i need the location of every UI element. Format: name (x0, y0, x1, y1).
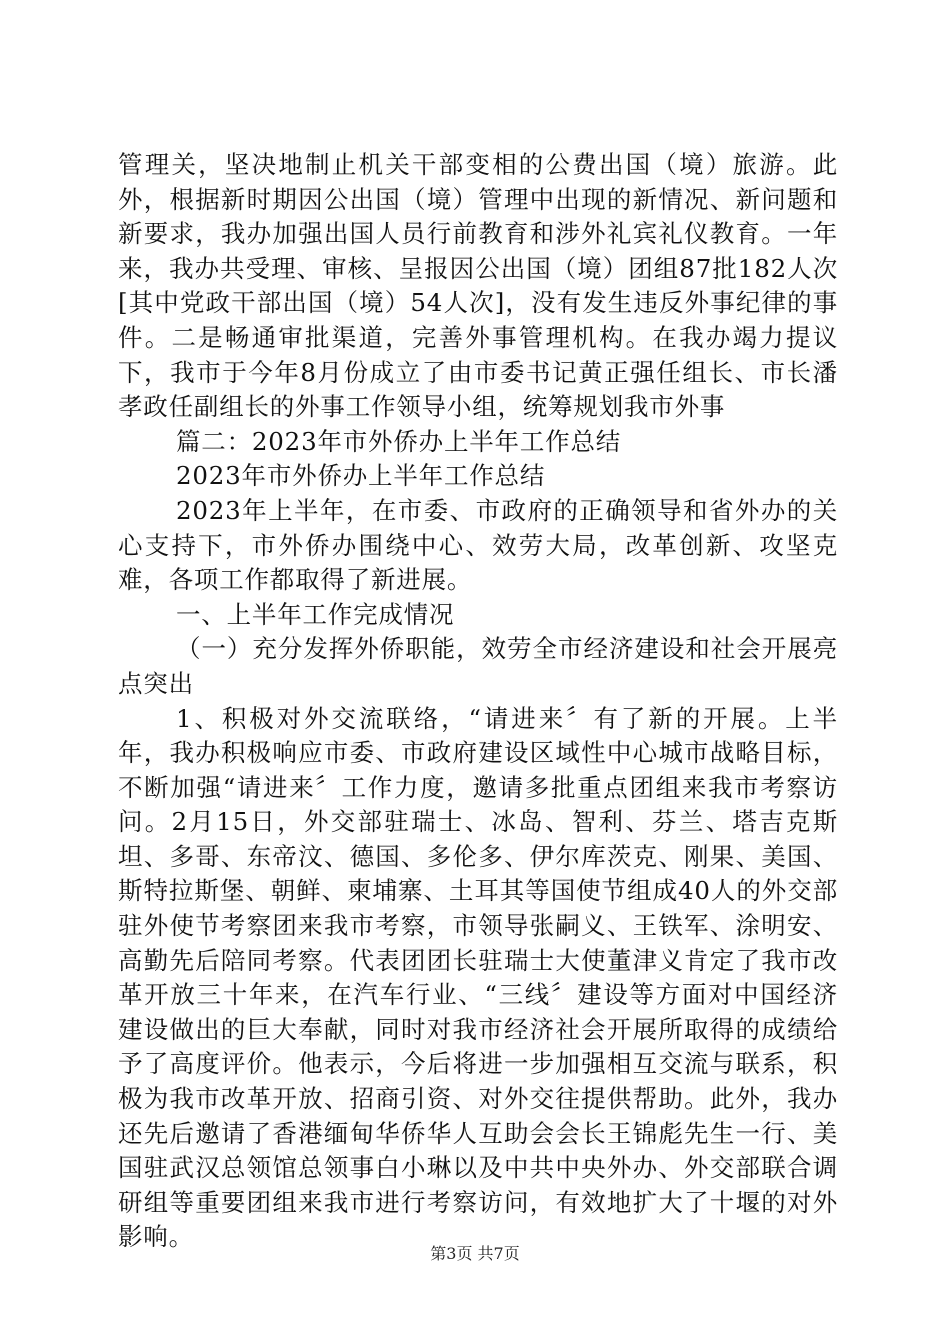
paragraph-continued: 管理关，坚决地制止机关干部变相的公费出国（境）旅游。此外，根据新时期因公出国（境）管理中出现的新情况、新问题和新要求，我办加强出国人员行前教育和涉外礼宾礼仪教育。一年来，我办共受理、审核、呈报因公出国（境）团组87批182人次[其中党政干部出国（境）54人次]，没有发生违反外事纪律的事件。二是畅通审批渠道，完善外事管理机构。在我办竭力提议下，我市于今年8月份成立了由市委书记黄正强任组长、市长潘孝政任副组长的外事工作领导小组，统筹规划我市外事 (118, 150, 838, 422)
page-number-footer: 第3页 共7页 (430, 1244, 520, 1263)
paragraph-intro: 2023年上半年，在市委、市政府的正确领导和省外办的关心支持下，市外侨办围绕中心、效劳大局，改革创新、攻坚克难，各项工作都取得了新进展。 (118, 495, 838, 595)
document-title: 2023年市外侨办上半年工作总结 (176, 461, 546, 491)
subsection-heading: （一）充分发挥外侨职能，效劳全市经济建设和社会开展亮点突出 (118, 634, 838, 698)
document-body (118, 148, 838, 1255)
section-heading-part-two: 篇二：2023年市外侨办上半年工作总结 (176, 426, 622, 456)
section-heading-one: 一、上半年工作完成情况 (176, 599, 455, 629)
paragraph-exchange: 1、积极对外交流联络，“请进来〞有了新的开展。上半年，我办积极响应市委、市政府建设区域性中心城市战略目标，不断加强“请进来〞工作力度，邀请多批重点团组来我市考察访问。2月15日，外交部驻瑞士、冰岛、智利、芬兰、塔吉克斯坦、多哥、东帝汶、德国、多伦多、伊尔库茨克、刚果、美国、斯特拉斯堡、朝鲜、柬埔寨、土耳其等国使节组成40人的外交部驻外使节考察团来我市考察，市领导张嗣义、王铁军、涂明安、高勤先后陪同考察。代表团团长驻瑞士大使董津义肯定了我市改革开放三十年来，在汽车行业、“三线〞建设等方面对中国经济建设做出的巨大奉献，同时对我市经济社会开展所取得的成绩给予了高度评价。他表示，今后将进一步加强相互交流与联系，积极为我市改革开放、招商引资、对外交往提供帮助。此外，我办还先后邀请了香港缅甸华侨华人互助会会长王锦彪先生一行、美国驻武汉总领馆总领事白小琳以及中共中央外办、外交部联合调研组等重要团组来我市进行考察访问，有效地扩大了十堰的对外影响。 (118, 703, 838, 1252)
